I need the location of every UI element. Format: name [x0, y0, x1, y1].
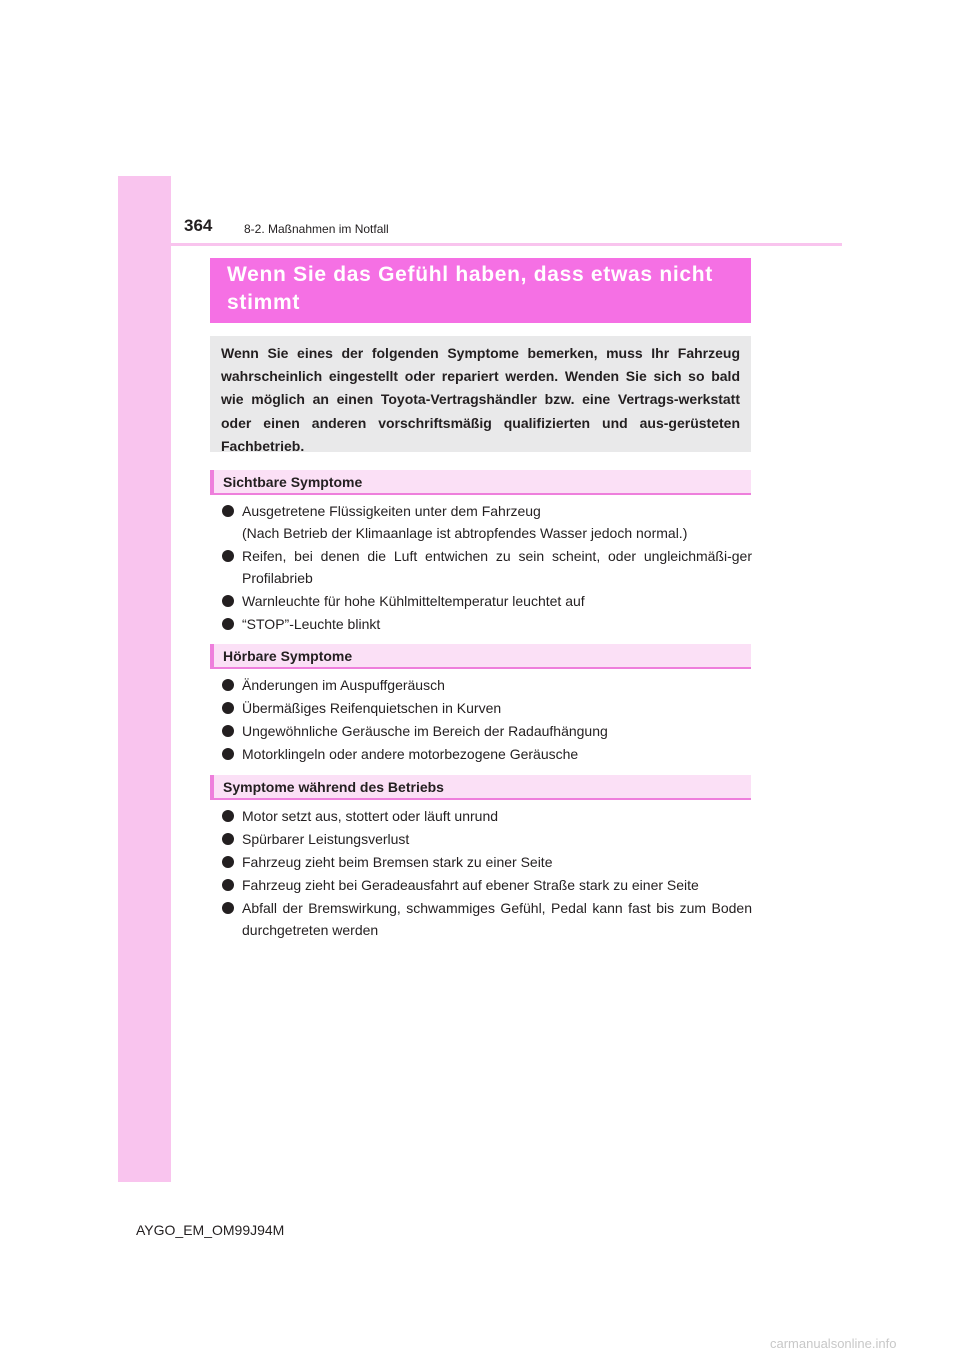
- visible-symptoms-list: [222, 500, 752, 636]
- list-item: [222, 874, 752, 896]
- list-item: [222, 851, 752, 873]
- bullet-icon: [222, 879, 234, 891]
- breadcrumb: 8-2. Maßnahmen im Notfall: [244, 222, 389, 236]
- bullet-icon: [222, 856, 234, 868]
- list-item-text: Übermäßiges Reifenquietschen in Kurven: [242, 700, 502, 716]
- list-item-text: Motor setzt aus, stottert oder läuft unrund: [242, 808, 499, 824]
- list-item-text: Ausgetretene Flüssigkeiten unter dem Fahrzeug: [242, 503, 541, 519]
- document-code: AYGO_EM_OM99J94M: [136, 1222, 285, 1238]
- list-item-text: Fahrzeug zieht bei Geradeausfahrt auf ebener Straße stark zu einer Seite: [242, 877, 699, 893]
- page-title: Wenn Sie das Gefühl haben, dass etwas nicht stimmt: [227, 263, 713, 314]
- bullet-icon: [222, 679, 234, 691]
- list-item-text: Motorklingeln oder andere motorbezogene Geräusche: [242, 746, 579, 762]
- list-item: [222, 545, 752, 589]
- title-banner: [210, 258, 751, 323]
- bullet-icon: [222, 702, 234, 714]
- bullet-icon: [222, 618, 234, 630]
- list-item: [222, 697, 752, 719]
- list-item-text: Reifen, bei denen die Luft entwichen zu sein scheint, oder ungleichmäßi-ger Profilabrieb: [242, 548, 752, 586]
- list-item-note: (Nach Betrieb der Klimaanlage ist abtropfendes Wasser jedoch normal.): [242, 525, 688, 541]
- bullet-icon: [222, 550, 234, 562]
- list-item-text: Spürbarer Leistungsverlust: [242, 831, 410, 847]
- list-item-text: Abfall der Bremswirkung, schwammiges Gefühl, Pedal kann fast bis zum Boden durchgetreten werden: [242, 900, 752, 938]
- intro-box: [210, 336, 751, 452]
- list-item: [222, 828, 752, 850]
- list-item: [222, 590, 752, 612]
- list-item-text: “STOP”-Leuchte blinkt: [242, 616, 381, 632]
- list-item: [222, 613, 752, 635]
- list-item: [222, 897, 752, 941]
- list-item-text: Ungewöhnliche Geräusche im Bereich der Radaufhängung: [242, 723, 608, 739]
- section-heading-label: Sichtbare Symptome: [223, 474, 363, 490]
- list-item: [222, 743, 752, 765]
- chapter-sidebar: [118, 176, 171, 1182]
- audible-symptoms-list: [222, 674, 752, 766]
- intro-text: Wenn Sie eines der folgenden Symptome bemerken, muss Ihr Fahrzeug wahrscheinlich eingestellt oder repariert werden. Wenden Sie sich so bald wie möglich an einen Toyota-Vertragshändler bzw. eine Vertrags-werkstatt oder einen anderen vorschriftsmäßig qualifizierten und aus-gerüsteten Fachbetrieb.: [221, 345, 740, 454]
- list-item-text: Änderungen im Auspuffgeräusch: [242, 677, 445, 693]
- list-item: [222, 720, 752, 742]
- driving-symptoms-list: [222, 805, 752, 942]
- section-heading-visible-symptoms: [210, 470, 751, 495]
- bullet-icon: [222, 833, 234, 845]
- header-divider: [118, 243, 842, 246]
- section-heading-label: Symptome während des Betriebs: [223, 779, 444, 795]
- list-item: [222, 805, 752, 827]
- bullet-icon: [222, 810, 234, 822]
- list-item: [222, 674, 752, 696]
- bullet-icon: [222, 505, 234, 517]
- list-item-text: Warnleuchte für hohe Kühlmitteltemperatur leuchtet auf: [242, 593, 585, 609]
- page-number: 364: [184, 216, 213, 235]
- section-heading-audible-symptoms: [210, 644, 751, 669]
- section-heading-driving-symptoms: [210, 775, 751, 800]
- list-item-text: Fahrzeug zieht beim Bremsen stark zu einer Seite: [242, 854, 553, 870]
- bullet-icon: [222, 748, 234, 760]
- watermark-link[interactable]: carmanualsonline.info: [770, 1336, 897, 1351]
- list-item: [222, 500, 752, 544]
- bullet-icon: [222, 902, 234, 914]
- bullet-icon: [222, 595, 234, 607]
- section-heading-label: Hörbare Symptome: [223, 648, 353, 664]
- bullet-icon: [222, 725, 234, 737]
